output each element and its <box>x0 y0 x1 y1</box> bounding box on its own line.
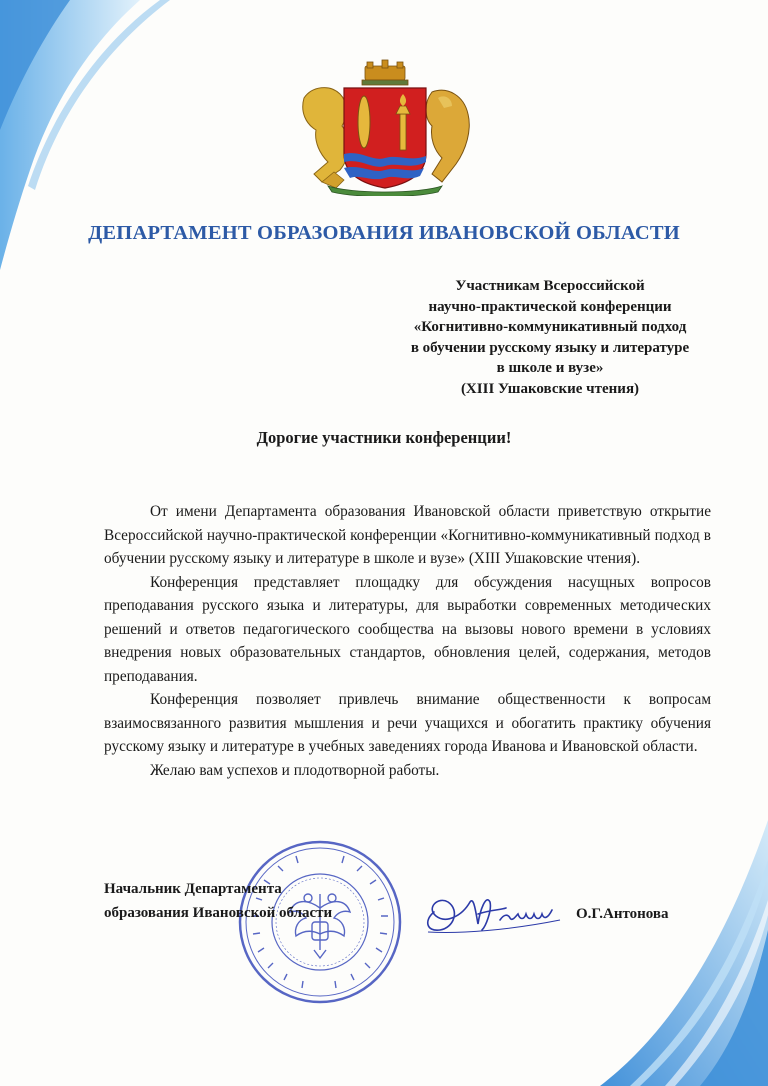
handwritten-signature <box>420 880 570 940</box>
greeting-heading: Дорогие участники конференции! <box>256 428 512 447</box>
body-paragraph: Конференция позволяет привлечь внимание общественности к вопросам взаимосвязанного развития мышления и речи учащихся и обогатить практику обучения русскому языку и литературе в учебных заведениях города Иванова и Ивановской области. <box>104 691 711 755</box>
body-paragraph: Конференция представляет площадку для обсуждения насущных вопросов преподавания русского языка и литературы, для выработки современных методических решений и ответов педагогического сообщества на вызовы нового времени в условиях внедрения новых образовательных стандартов, обновления целей, содержания, методов преподавания. <box>104 573 711 685</box>
signatory-position-line: образования Ивановской области <box>104 904 333 921</box>
addressee-line: «Когнитивно-коммуникативный подход <box>413 319 687 335</box>
addressee-line: в обучении русскому языку и литературе <box>410 339 690 356</box>
department-title: ДЕПАРТАМЕНТ ОБРАЗОВАНИЯ ИВАНОВСКОЙ ОБЛАСТИ <box>88 222 680 244</box>
addressee-line: научно-практической конференции <box>428 298 672 315</box>
addressee-line: Участникам Всероссийской <box>455 278 645 294</box>
signatory-position-line: Начальник Департамента <box>104 881 282 897</box>
body-paragraph: Желаю вам успехов и плодотворной работы. <box>150 761 440 779</box>
addressee-line: (XIII Ушаковские чтения) <box>460 380 640 397</box>
addressee-block <box>360 276 740 399</box>
signatory-position <box>104 878 332 925</box>
coat-of-arms-emblem <box>292 58 478 196</box>
body-paragraph: От имени Департамента образования Ивановской области приветствую открытие Всероссийской научно-практической конференции «Когнитивно-коммуникативный подход в обучении русскому языку и литературе в школе и вузе» (XIII Ушаковские чтения). <box>104 503 711 567</box>
letter-body <box>104 500 711 782</box>
signatory-name: О.Г.Антонова <box>576 906 669 922</box>
addressee-line: в школе и вузе» <box>496 360 604 376</box>
